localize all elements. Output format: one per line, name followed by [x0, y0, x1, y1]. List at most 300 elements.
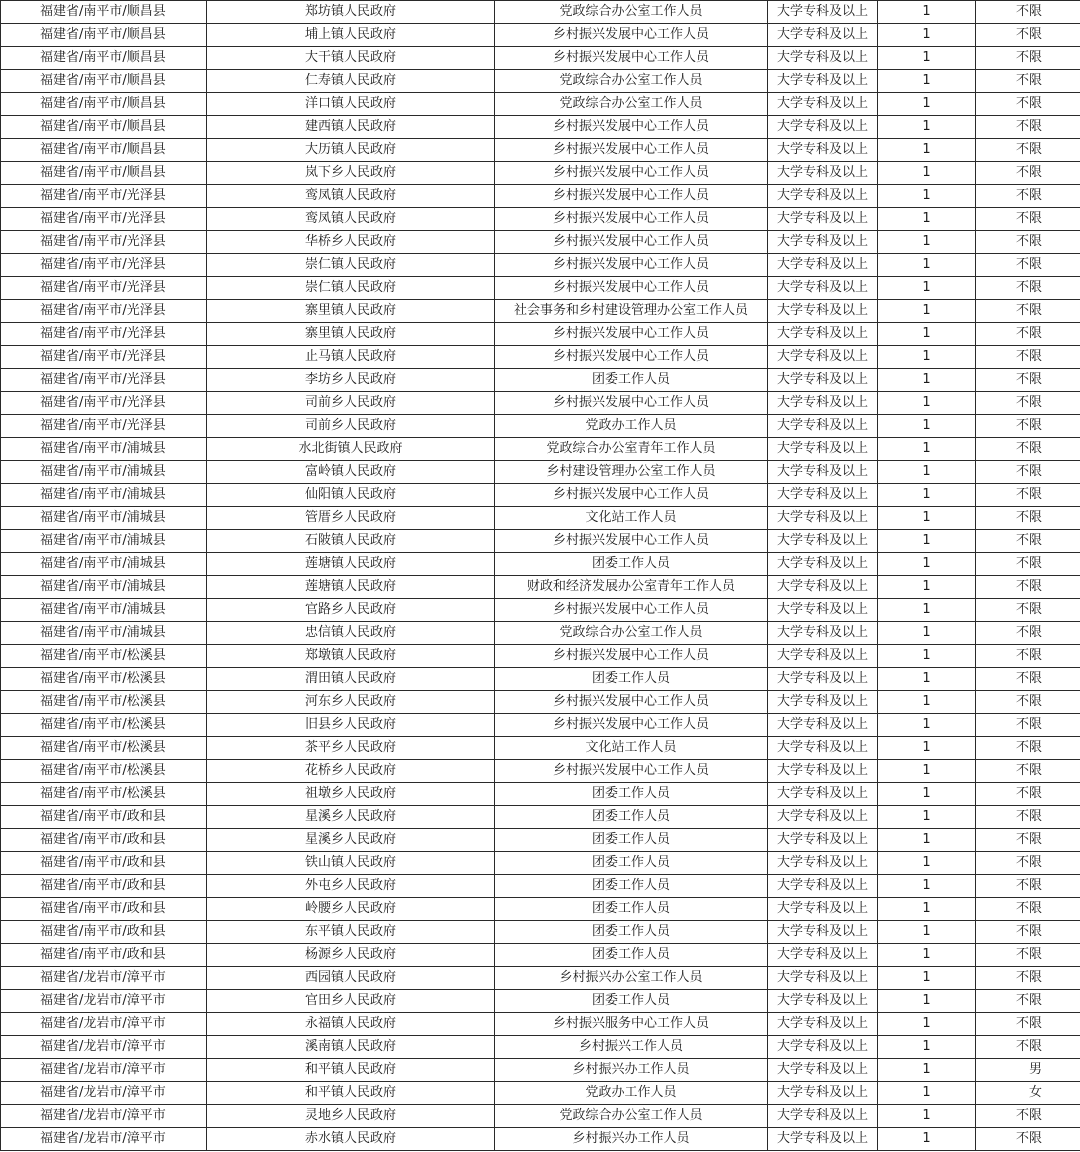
quota-cell: 1: [878, 622, 976, 645]
gender-cell: 不限: [976, 369, 1080, 392]
education-cell: 大学专科及以上: [768, 369, 878, 392]
position-cell: 团委工作人员: [495, 829, 768, 852]
quota-cell: 1: [878, 921, 976, 944]
education-cell: 大学专科及以上: [768, 162, 878, 185]
position-cell: 乡村振兴发展中心工作人员: [495, 231, 768, 254]
gender-cell: 不限: [976, 737, 1080, 760]
table-row: [1, 116, 1080, 139]
employer-cell: 祖墩乡人民政府: [207, 783, 495, 806]
region-cell: 福建省/南平市/松溪县: [1, 691, 207, 714]
quota-cell: 1: [878, 323, 976, 346]
employer-cell: 鸾凤镇人民政府: [207, 208, 495, 231]
position-cell: 文化站工作人员: [495, 737, 768, 760]
region-cell: 福建省/龙岩市/漳平市: [1, 1036, 207, 1059]
table-row: [1, 438, 1080, 461]
quota-cell: 1: [878, 507, 976, 530]
quota-cell: 1: [878, 967, 976, 990]
gender-cell: 不限: [976, 346, 1080, 369]
quota-cell: 1: [878, 70, 976, 93]
quota-cell: 1: [878, 438, 976, 461]
region-cell: 福建省/南平市/松溪县: [1, 714, 207, 737]
position-cell: 乡村振兴发展中心工作人员: [495, 691, 768, 714]
employer-cell: 铁山镇人民政府: [207, 852, 495, 875]
education-cell: 大学专科及以上: [768, 691, 878, 714]
gender-cell: 不限: [976, 990, 1080, 1013]
table-row: [1, 691, 1080, 714]
employer-cell: 寨里镇人民政府: [207, 300, 495, 323]
quota-cell: 1: [878, 369, 976, 392]
position-cell: 团委工作人员: [495, 875, 768, 898]
table-row: [1, 553, 1080, 576]
table-row: [1, 622, 1080, 645]
position-cell: 乡村建设管理办公室工作人员: [495, 461, 768, 484]
employer-cell: 永福镇人民政府: [207, 1013, 495, 1036]
table-row: [1, 737, 1080, 760]
quota-cell: 1: [878, 530, 976, 553]
gender-cell: 不限: [976, 944, 1080, 967]
employer-cell: 莲塘镇人民政府: [207, 576, 495, 599]
table-row: [1, 714, 1080, 737]
quota-cell: 1: [878, 47, 976, 70]
quota-cell: 1: [878, 484, 976, 507]
region-cell: 福建省/南平市/光泽县: [1, 231, 207, 254]
education-cell: 大学专科及以上: [768, 760, 878, 783]
gender-cell: 不限: [976, 691, 1080, 714]
gender-cell: 不限: [976, 231, 1080, 254]
region-cell: 福建省/南平市/顺昌县: [1, 24, 207, 47]
region-cell: 福建省/南平市/光泽县: [1, 185, 207, 208]
quota-cell: 1: [878, 254, 976, 277]
position-cell: 乡村振兴发展中心工作人员: [495, 392, 768, 415]
position-cell: 乡村振兴发展中心工作人员: [495, 484, 768, 507]
position-cell: 团委工作人员: [495, 944, 768, 967]
position-cell: 乡村振兴发展中心工作人员: [495, 47, 768, 70]
region-cell: 福建省/南平市/松溪县: [1, 737, 207, 760]
region-cell: 福建省/南平市/浦城县: [1, 530, 207, 553]
region-cell: 福建省/南平市/政和县: [1, 944, 207, 967]
position-cell: 党政办工作人员: [495, 415, 768, 438]
gender-cell: 不限: [976, 438, 1080, 461]
employer-cell: 大历镇人民政府: [207, 139, 495, 162]
employer-cell: 大干镇人民政府: [207, 47, 495, 70]
quota-cell: 1: [878, 162, 976, 185]
employer-cell: 灵地乡人民政府: [207, 1105, 495, 1128]
region-cell: 福建省/南平市/政和县: [1, 806, 207, 829]
region-cell: 福建省/南平市/政和县: [1, 852, 207, 875]
employer-cell: 洋口镇人民政府: [207, 93, 495, 116]
education-cell: 大学专科及以上: [768, 921, 878, 944]
quota-cell: 1: [878, 760, 976, 783]
education-cell: 大学专科及以上: [768, 576, 878, 599]
education-cell: 大学专科及以上: [768, 70, 878, 93]
quota-cell: 1: [878, 461, 976, 484]
position-cell: 乡村振兴发展中心工作人员: [495, 760, 768, 783]
position-cell: 乡村振兴发展中心工作人员: [495, 116, 768, 139]
region-cell: 福建省/龙岩市/漳平市: [1, 1105, 207, 1128]
position-cell: 党政综合办公室工作人员: [495, 93, 768, 116]
employer-cell: 崇仁镇人民政府: [207, 277, 495, 300]
region-cell: 福建省/龙岩市/漳平市: [1, 1082, 207, 1105]
position-cell: 乡村振兴发展中心工作人员: [495, 139, 768, 162]
employer-cell: 官田乡人民政府: [207, 990, 495, 1013]
gender-cell: 不限: [976, 461, 1080, 484]
position-cell: 党政办工作人员: [495, 1082, 768, 1105]
table-row: [1, 944, 1080, 967]
gender-cell: 不限: [976, 162, 1080, 185]
employer-cell: 李坊乡人民政府: [207, 369, 495, 392]
employer-cell: 岭腰乡人民政府: [207, 898, 495, 921]
position-cell: 团委工作人员: [495, 852, 768, 875]
table-row: [1, 1036, 1080, 1059]
employer-cell: 渭田镇人民政府: [207, 668, 495, 691]
position-cell: 团委工作人员: [495, 990, 768, 1013]
region-cell: 福建省/南平市/浦城县: [1, 507, 207, 530]
education-cell: 大学专科及以上: [768, 714, 878, 737]
gender-cell: 不限: [976, 1013, 1080, 1036]
region-cell: 福建省/南平市/光泽县: [1, 415, 207, 438]
table-row: [1, 139, 1080, 162]
quota-cell: 1: [878, 829, 976, 852]
gender-cell: 不限: [976, 1128, 1080, 1151]
education-cell: 大学专科及以上: [768, 231, 878, 254]
quota-cell: 1: [878, 714, 976, 737]
position-cell: 党政综合办公室工作人员: [495, 1, 768, 24]
gender-cell: 不限: [976, 185, 1080, 208]
education-cell: 大学专科及以上: [768, 415, 878, 438]
gender-cell: 不限: [976, 24, 1080, 47]
employer-cell: 和平镇人民政府: [207, 1059, 495, 1082]
quota-cell: 1: [878, 300, 976, 323]
quota-cell: 1: [878, 806, 976, 829]
table-row: [1, 47, 1080, 70]
region-cell: 福建省/龙岩市/漳平市: [1, 1128, 207, 1151]
education-cell: 大学专科及以上: [768, 484, 878, 507]
gender-cell: 不限: [976, 714, 1080, 737]
table-row: [1, 875, 1080, 898]
position-cell: 乡村振兴发展中心工作人员: [495, 530, 768, 553]
education-cell: 大学专科及以上: [768, 668, 878, 691]
region-cell: 福建省/南平市/松溪县: [1, 645, 207, 668]
education-cell: 大学专科及以上: [768, 93, 878, 116]
table-row: [1, 760, 1080, 783]
education-cell: 大学专科及以上: [768, 1013, 878, 1036]
gender-cell: 不限: [976, 392, 1080, 415]
quota-cell: 1: [878, 1013, 976, 1036]
region-cell: 福建省/南平市/浦城县: [1, 576, 207, 599]
employer-cell: 旧县乡人民政府: [207, 714, 495, 737]
table-row: [1, 921, 1080, 944]
gender-cell: 不限: [976, 622, 1080, 645]
table-row: [1, 1128, 1080, 1151]
quota-cell: 1: [878, 1128, 976, 1151]
table-row: [1, 852, 1080, 875]
quota-cell: 1: [878, 944, 976, 967]
position-cell: 社会事务和乡村建设管理办公室工作人员: [495, 300, 768, 323]
education-cell: 大学专科及以上: [768, 599, 878, 622]
employer-cell: 埔上镇人民政府: [207, 24, 495, 47]
table-row: [1, 990, 1080, 1013]
employer-cell: 河东乡人民政府: [207, 691, 495, 714]
education-cell: 大学专科及以上: [768, 967, 878, 990]
region-cell: 福建省/南平市/光泽县: [1, 392, 207, 415]
gender-cell: 不限: [976, 139, 1080, 162]
region-cell: 福建省/龙岩市/漳平市: [1, 1013, 207, 1036]
quota-cell: 1: [878, 1036, 976, 1059]
table-row: [1, 1, 1080, 24]
position-cell: 团委工作人员: [495, 921, 768, 944]
table-row: [1, 323, 1080, 346]
education-cell: 大学专科及以上: [768, 1128, 878, 1151]
gender-cell: 不限: [976, 300, 1080, 323]
table-row: [1, 162, 1080, 185]
region-cell: 福建省/南平市/浦城县: [1, 438, 207, 461]
table-row: [1, 1082, 1080, 1105]
employer-cell: 建西镇人民政府: [207, 116, 495, 139]
employer-cell: 郑坊镇人民政府: [207, 1, 495, 24]
region-cell: 福建省/南平市/光泽县: [1, 346, 207, 369]
table-row: [1, 967, 1080, 990]
region-cell: 福建省/南平市/浦城县: [1, 553, 207, 576]
region-cell: 福建省/南平市/政和县: [1, 898, 207, 921]
region-cell: 福建省/南平市/光泽县: [1, 369, 207, 392]
quota-cell: 1: [878, 392, 976, 415]
employer-cell: 外屯乡人民政府: [207, 875, 495, 898]
region-cell: 福建省/南平市/浦城县: [1, 461, 207, 484]
table-row: [1, 93, 1080, 116]
gender-cell: 不限: [976, 254, 1080, 277]
education-cell: 大学专科及以上: [768, 1059, 878, 1082]
employer-cell: 杨源乡人民政府: [207, 944, 495, 967]
gender-cell: 不限: [976, 576, 1080, 599]
employer-cell: 管厝乡人民政府: [207, 507, 495, 530]
gender-cell: 不限: [976, 645, 1080, 668]
education-cell: 大学专科及以上: [768, 553, 878, 576]
region-cell: 福建省/南平市/政和县: [1, 829, 207, 852]
quota-cell: 1: [878, 783, 976, 806]
region-cell: 福建省/南平市/浦城县: [1, 622, 207, 645]
quota-cell: 1: [878, 231, 976, 254]
employer-cell: 和平镇人民政府: [207, 1082, 495, 1105]
position-cell: 乡村振兴发展中心工作人员: [495, 599, 768, 622]
position-cell: 乡村振兴发展中心工作人员: [495, 254, 768, 277]
employer-cell: 水北街镇人民政府: [207, 438, 495, 461]
education-cell: 大学专科及以上: [768, 645, 878, 668]
position-cell: 团委工作人员: [495, 369, 768, 392]
position-cell: 乡村振兴发展中心工作人员: [495, 185, 768, 208]
position-cell: 乡村振兴发展中心工作人员: [495, 346, 768, 369]
region-cell: 福建省/南平市/松溪县: [1, 668, 207, 691]
quota-cell: 1: [878, 93, 976, 116]
gender-cell: 不限: [976, 415, 1080, 438]
position-cell: 乡村振兴办公室工作人员: [495, 967, 768, 990]
employer-cell: 司前乡人民政府: [207, 415, 495, 438]
gender-cell: 不限: [976, 875, 1080, 898]
quota-cell: 1: [878, 691, 976, 714]
employer-cell: 华桥乡人民政府: [207, 231, 495, 254]
gender-cell: 不限: [976, 852, 1080, 875]
table-row: [1, 461, 1080, 484]
education-cell: 大学专科及以上: [768, 1, 878, 24]
employer-cell: 莲塘镇人民政府: [207, 553, 495, 576]
quota-cell: 1: [878, 852, 976, 875]
education-cell: 大学专科及以上: [768, 277, 878, 300]
gender-cell: 女: [976, 1082, 1080, 1105]
position-cell: 乡村振兴办工作人员: [495, 1059, 768, 1082]
gender-cell: 不限: [976, 760, 1080, 783]
table-row: [1, 369, 1080, 392]
region-cell: 福建省/南平市/顺昌县: [1, 47, 207, 70]
position-cell: 乡村振兴发展中心工作人员: [495, 714, 768, 737]
gender-cell: 不限: [976, 1036, 1080, 1059]
quota-cell: 1: [878, 875, 976, 898]
employer-cell: 溪南镇人民政府: [207, 1036, 495, 1059]
table-row: [1, 392, 1080, 415]
quota-cell: 1: [878, 1059, 976, 1082]
employer-cell: 石陂镇人民政府: [207, 530, 495, 553]
quota-cell: 1: [878, 1105, 976, 1128]
position-cell: 团委工作人员: [495, 806, 768, 829]
education-cell: 大学专科及以上: [768, 300, 878, 323]
table-row: [1, 898, 1080, 921]
quota-cell: 1: [878, 599, 976, 622]
education-cell: 大学专科及以上: [768, 507, 878, 530]
education-cell: 大学专科及以上: [768, 116, 878, 139]
education-cell: 大学专科及以上: [768, 875, 878, 898]
gender-cell: 不限: [976, 806, 1080, 829]
region-cell: 福建省/南平市/光泽县: [1, 300, 207, 323]
education-cell: 大学专科及以上: [768, 898, 878, 921]
employer-cell: 崇仁镇人民政府: [207, 254, 495, 277]
employer-cell: 岚下乡人民政府: [207, 162, 495, 185]
quota-cell: 1: [878, 990, 976, 1013]
gender-cell: 不限: [976, 783, 1080, 806]
gender-cell: 不限: [976, 70, 1080, 93]
quota-cell: 1: [878, 116, 976, 139]
gender-cell: 不限: [976, 967, 1080, 990]
employer-cell: 富岭镇人民政府: [207, 461, 495, 484]
employer-cell: 官路乡人民政府: [207, 599, 495, 622]
region-cell: 福建省/南平市/顺昌县: [1, 93, 207, 116]
position-cell: 乡村振兴工作人员: [495, 1036, 768, 1059]
education-cell: 大学专科及以上: [768, 254, 878, 277]
quota-cell: 1: [878, 737, 976, 760]
employer-cell: 茶平乡人民政府: [207, 737, 495, 760]
position-cell: 乡村振兴发展中心工作人员: [495, 645, 768, 668]
quota-cell: 1: [878, 139, 976, 162]
table-row: [1, 806, 1080, 829]
table-row: [1, 668, 1080, 691]
gender-cell: 不限: [976, 1105, 1080, 1128]
position-cell: 乡村振兴发展中心工作人员: [495, 24, 768, 47]
gender-cell: 不限: [976, 530, 1080, 553]
employer-cell: 星溪乡人民政府: [207, 829, 495, 852]
quota-cell: 1: [878, 668, 976, 691]
employer-cell: 寨里镇人民政府: [207, 323, 495, 346]
gender-cell: 不限: [976, 47, 1080, 70]
position-cell: 党政综合办公室工作人员: [495, 622, 768, 645]
gender-cell: 不限: [976, 829, 1080, 852]
employer-cell: 东平镇人民政府: [207, 921, 495, 944]
position-cell: 财政和经济发展办公室青年工作人员: [495, 576, 768, 599]
region-cell: 福建省/龙岩市/漳平市: [1, 1059, 207, 1082]
employer-cell: 星溪乡人民政府: [207, 806, 495, 829]
quota-cell: 1: [878, 346, 976, 369]
region-cell: 福建省/南平市/光泽县: [1, 277, 207, 300]
region-cell: 福建省/南平市/顺昌县: [1, 116, 207, 139]
table-row: [1, 185, 1080, 208]
gender-cell: 不限: [976, 116, 1080, 139]
table-row: [1, 530, 1080, 553]
region-cell: 福建省/南平市/浦城县: [1, 599, 207, 622]
region-cell: 福建省/南平市/光泽县: [1, 254, 207, 277]
gender-cell: 不限: [976, 599, 1080, 622]
region-cell: 福建省/南平市/光泽县: [1, 323, 207, 346]
region-cell: 福建省/南平市/浦城县: [1, 484, 207, 507]
education-cell: 大学专科及以上: [768, 1082, 878, 1105]
table-body: [1, 1, 1080, 1151]
education-cell: 大学专科及以上: [768, 438, 878, 461]
region-cell: 福建省/龙岩市/漳平市: [1, 967, 207, 990]
table-row: [1, 576, 1080, 599]
education-cell: 大学专科及以上: [768, 461, 878, 484]
employer-cell: 西园镇人民政府: [207, 967, 495, 990]
employer-cell: 郑墩镇人民政府: [207, 645, 495, 668]
position-cell: 乡村振兴办工作人员: [495, 1128, 768, 1151]
position-cell: 团委工作人员: [495, 668, 768, 691]
table-row: [1, 24, 1080, 47]
quota-cell: 1: [878, 645, 976, 668]
quota-cell: 1: [878, 553, 976, 576]
employer-cell: 司前乡人民政府: [207, 392, 495, 415]
table-row: [1, 829, 1080, 852]
region-cell: 福建省/南平市/政和县: [1, 921, 207, 944]
education-cell: 大学专科及以上: [768, 139, 878, 162]
education-cell: 大学专科及以上: [768, 829, 878, 852]
quota-cell: 1: [878, 1, 976, 24]
gender-cell: 不限: [976, 484, 1080, 507]
table-row: [1, 1013, 1080, 1036]
gender-cell: 不限: [976, 507, 1080, 530]
education-cell: 大学专科及以上: [768, 530, 878, 553]
position-cell: 乡村振兴服务中心工作人员: [495, 1013, 768, 1036]
quota-cell: 1: [878, 185, 976, 208]
employer-cell: 鸾凤镇人民政府: [207, 185, 495, 208]
employer-cell: 仁寿镇人民政府: [207, 70, 495, 93]
region-cell: 福建省/南平市/松溪县: [1, 783, 207, 806]
gender-cell: 不限: [976, 668, 1080, 691]
position-cell: 党政综合办公室工作人员: [495, 1105, 768, 1128]
quota-cell: 1: [878, 898, 976, 921]
table-row: [1, 507, 1080, 530]
education-cell: 大学专科及以上: [768, 622, 878, 645]
gender-cell: 不限: [976, 277, 1080, 300]
region-cell: 福建省/南平市/顺昌县: [1, 1, 207, 24]
region-cell: 福建省/龙岩市/漳平市: [1, 990, 207, 1013]
education-cell: 大学专科及以上: [768, 990, 878, 1013]
table-row: [1, 599, 1080, 622]
education-cell: 大学专科及以上: [768, 185, 878, 208]
quota-cell: 1: [878, 415, 976, 438]
education-cell: 大学专科及以上: [768, 783, 878, 806]
table-row: [1, 415, 1080, 438]
quota-cell: 1: [878, 1082, 976, 1105]
position-cell: 党政综合办公室青年工作人员: [495, 438, 768, 461]
region-cell: 福建省/南平市/顺昌县: [1, 162, 207, 185]
gender-cell: 不限: [976, 553, 1080, 576]
table-row: [1, 484, 1080, 507]
education-cell: 大学专科及以上: [768, 1036, 878, 1059]
position-cell: 团委工作人员: [495, 553, 768, 576]
